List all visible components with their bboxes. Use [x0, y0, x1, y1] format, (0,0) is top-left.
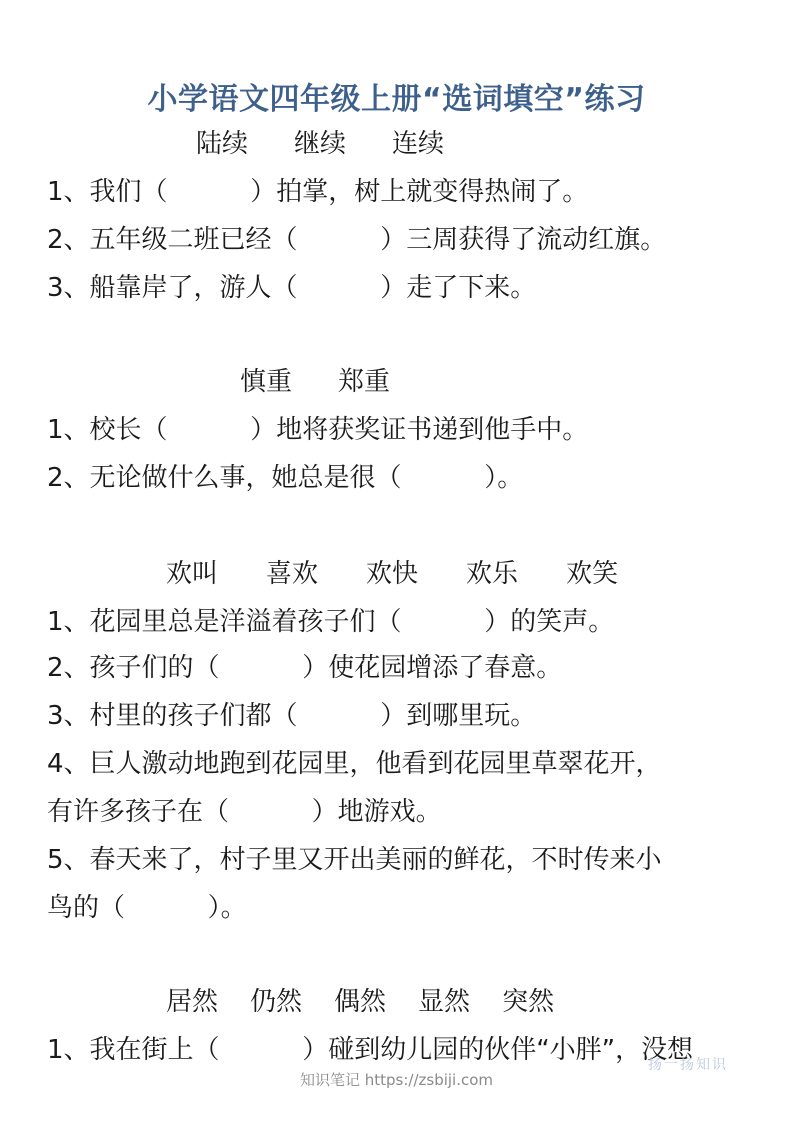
word-option: 显然 — [418, 987, 471, 1017]
question-line: 1、我在街上（ ）碰到幼儿园的伙伴“小胖”，没想 — [47, 1035, 694, 1065]
word-option: 居然 — [166, 987, 219, 1017]
question-line: 1、校长（ ）地将获奖证书递到他手中。 — [47, 415, 589, 445]
page-title: 小学语文四年级上册“选词填空”练习 — [147, 82, 646, 117]
word-option: 喜欢 — [266, 559, 319, 589]
watermark-stamp: 扬一扬知识 — [648, 1057, 728, 1073]
word-option: 继续 — [294, 129, 347, 159]
word-option: 欢快 — [366, 559, 419, 589]
word-option: 偶然 — [334, 987, 387, 1017]
question-line: 3、船靠岸了，游人（ ）走了下来。 — [47, 273, 537, 303]
question-line: 2、孩子们的（ ）使花园增添了春意。 — [47, 653, 563, 683]
word-option: 欢乐 — [466, 559, 519, 589]
word-option: 慎重 — [240, 367, 293, 397]
question-line: 5、春天来了，村子里又开出美丽的鲜花，不时传来小 — [47, 845, 662, 875]
footer-watermark: 知识笔记 https://zsbiji.com — [299, 1071, 494, 1089]
question-line: 1、我们（ ）拍掌，树上就变得热闹了。 — [47, 177, 589, 207]
word-option: 连续 — [392, 129, 445, 159]
question-line: 有许多孩子在（ ）地游戏。 — [47, 797, 442, 827]
question-line: 4、巨人激动地跑到花园里，他看到花园里草翠花开， — [47, 749, 662, 779]
word-bank-1 — [196, 128, 444, 160]
question-line: 2、无论做什么事，她总是很（ ）。 — [47, 463, 524, 493]
word-bank-4 — [166, 986, 554, 1018]
word-option: 陆续 — [196, 129, 249, 159]
question-line: 1、花园里总是洋溢着孩子们（ ）的笑声。 — [47, 607, 615, 637]
word-option: 突然 — [502, 987, 555, 1017]
question-line: 3、村里的孩子们都（ ）到哪里玩。 — [47, 701, 537, 731]
word-option: 欢笑 — [566, 559, 619, 589]
word-bank-3 — [166, 558, 618, 590]
word-option: 郑重 — [338, 367, 391, 397]
word-option: 欢叫 — [166, 559, 219, 589]
question-line: 鸟的（ ）。 — [47, 893, 247, 923]
question-line: 2、五年级二班已经（ ）三周获得了流动红旗。 — [47, 225, 667, 255]
word-option: 仍然 — [250, 987, 303, 1017]
word-bank-2 — [240, 366, 390, 398]
